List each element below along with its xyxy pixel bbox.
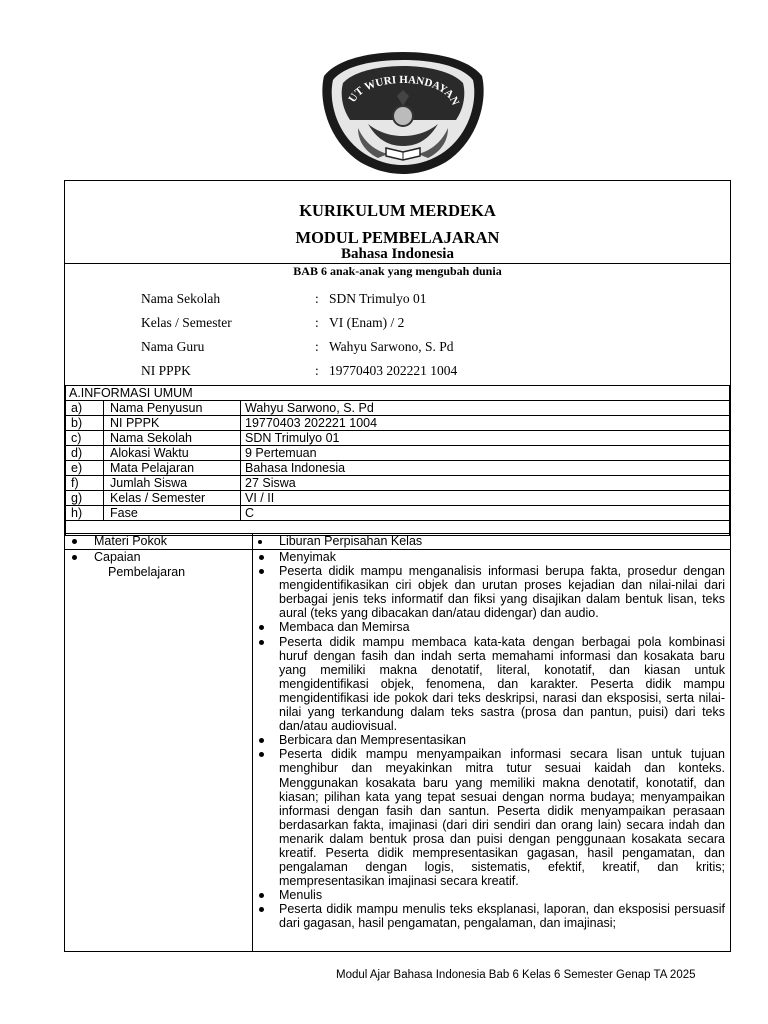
table-row <box>66 506 730 521</box>
tut-wuri-handayani-logo <box>318 46 488 176</box>
row-key: f) <box>66 476 104 491</box>
identity-value: SDN Trimulyo 01 <box>329 291 427 306</box>
identity-label: NI PPPK <box>141 363 191 378</box>
table-row <box>66 446 730 461</box>
bullet-icon <box>72 539 77 544</box>
curriculum-title: KURIKULUM MERDEKA <box>299 201 496 220</box>
row-value: VI / II <box>241 491 730 506</box>
row-label: Nama Sekolah <box>104 431 241 446</box>
row-key: e) <box>66 461 104 476</box>
list-item: Peserta didik mampu menganalisis informasi berupa fakta, prosedur dengan mengidentifikasikan ciri objek dan urutan proses kejadian dan nilai-nilai dari berbagai jenis teks informatif dan fiksi yang disajikan dalam bentuk lisan, teks aural (teks yang dibacakan dan/atau didengar) dan audio. <box>279 564 725 620</box>
list-item: Peserta didik mampu membaca kata-kata dengan berbagai pola kombinasi huruf dengan fasih dan indah serta memahami informasi dan kosakata baru yang memiliki makna denotatif, literal, konotatif, dan kiasan untuk mengidentifikasi objek, fenomena, dan karakter. Peserta didik mampu mengidentifikasi ide pokok dari teks deskripsi, narasi dan eksposisi, serta nilai-nilai yang terkandung dalam teks sastra (prosa dan pantun, puisi) dari teks dan/atau audiovisual. <box>279 635 725 734</box>
row-value: SDN Trimulyo 01 <box>241 431 730 446</box>
row-key: c) <box>66 431 104 446</box>
row-label: Alokasi Waktu <box>104 446 241 461</box>
table-row <box>66 491 730 506</box>
title-block <box>65 181 730 266</box>
list-item: Menulis <box>279 888 725 902</box>
identity-label: Nama Sekolah <box>141 291 221 306</box>
row-label: Kelas / Semester <box>104 491 241 506</box>
list-item: Membaca dan Memirsa <box>279 620 725 634</box>
identity-sep: : <box>315 339 319 354</box>
table-row <box>66 416 730 431</box>
bullet-icon <box>72 555 77 560</box>
row-key: b) <box>66 416 104 431</box>
materi-label: Materi Pokok <box>94 534 167 548</box>
list-item: Peserta didik mampu menulis teks eksplanasi, laporan, dan eksposisi persuasif dari gagasan, hasil pengamatan, pengalaman, dan imajinasi; <box>279 902 725 930</box>
table-row <box>66 401 730 416</box>
list-item: Berbicara dan Mempresentasikan <box>279 733 725 747</box>
identity-label: Nama Guru <box>141 339 205 354</box>
identity-sep: : <box>315 315 319 330</box>
row-key: g) <box>66 491 104 506</box>
bullet-icon <box>259 555 264 560</box>
capaian-label-1: Capaian <box>94 550 141 564</box>
logo-motto: UT WURI HANDAYAN <box>346 73 462 108</box>
row-key: a) <box>66 401 104 416</box>
row-value: 9 Pertemuan <box>241 446 730 461</box>
identity-value: 19770403 202221 1004 <box>329 363 458 378</box>
column-divider <box>252 533 253 951</box>
capaian-label-2: Pembelajaran <box>108 565 186 579</box>
table-row <box>66 431 730 446</box>
row-label: Fase <box>104 506 241 521</box>
bullet-icon <box>258 540 262 544</box>
identity-sep: : <box>315 363 319 378</box>
row-label: NI PPPK <box>104 416 241 431</box>
general-info-table <box>65 385 730 536</box>
identity-value: Wahyu Sarwono, S. Pd <box>329 339 454 354</box>
row-label: Mata Pelajaran <box>104 461 241 476</box>
row-key: h) <box>66 506 104 521</box>
row-label: Jumlah Siswa <box>104 476 241 491</box>
row-value: 27 Siswa <box>241 476 730 491</box>
module-title: MODUL PEMBELAJARAN <box>295 228 500 247</box>
row-label: Nama Penyusun <box>104 401 241 416</box>
chapter-title: BAB 6 anak-anak yang mengubah dunia <box>293 264 502 278</box>
table-row <box>66 476 730 491</box>
info-heading: A.INFORMASI UMUM <box>66 386 730 401</box>
document-frame <box>64 180 731 952</box>
table-row <box>66 461 730 476</box>
list-item: Menyimak <box>279 550 725 564</box>
page-footer: Modul Ajar Bahasa Indonesia Bab 6 Kelas 6 Semester Genap TA 2025 <box>336 969 696 981</box>
row-value: C <box>241 506 730 521</box>
identity-label: Kelas / Semester <box>141 315 232 330</box>
row-value: 19770403 202221 1004 <box>241 416 730 431</box>
capaian-list <box>279 550 725 931</box>
row-value: Wahyu Sarwono, S. Pd <box>241 401 730 416</box>
subject-title: Bahasa Indonesia <box>341 246 454 262</box>
materi-value: Liburan Perpisahan Kelas <box>279 534 423 548</box>
row-value: Bahasa Indonesia <box>241 461 730 476</box>
list-item: Peserta didik mampu menyampaikan informasi secara lisan untuk tujuan menghibur dan meyakinkan mitra tutur sesuai kaidah dan konteks. Menggunakan kosakata baru yang memiliki makna denotatif, konotatif, dan kiasan; pilihan kata yang tepat sesuai dengan norma budaya; menyampaikan informasi dengan fasih dan santun. Peserta didik menyampaikan perasaan berdasarkan fakta, imajinasi (dari diri sendiri dan orang lain) secara indah dan menarik dalam bentuk prosa dan puisi dengan penggunaan kosakata secara kreatif. Peserta didik mempresentasikan gagasan, hasil pengamatan, dan pengalaman dengan logis, sistematis, efektif, kreatif, dan kritis; mempresentasikan imajinasi secara kreatif. <box>279 747 725 888</box>
bullet-icon <box>259 640 264 645</box>
row-key: d) <box>66 446 104 461</box>
identity-sep: : <box>315 291 319 306</box>
identity-value: VI (Enam) / 2 <box>329 315 405 330</box>
